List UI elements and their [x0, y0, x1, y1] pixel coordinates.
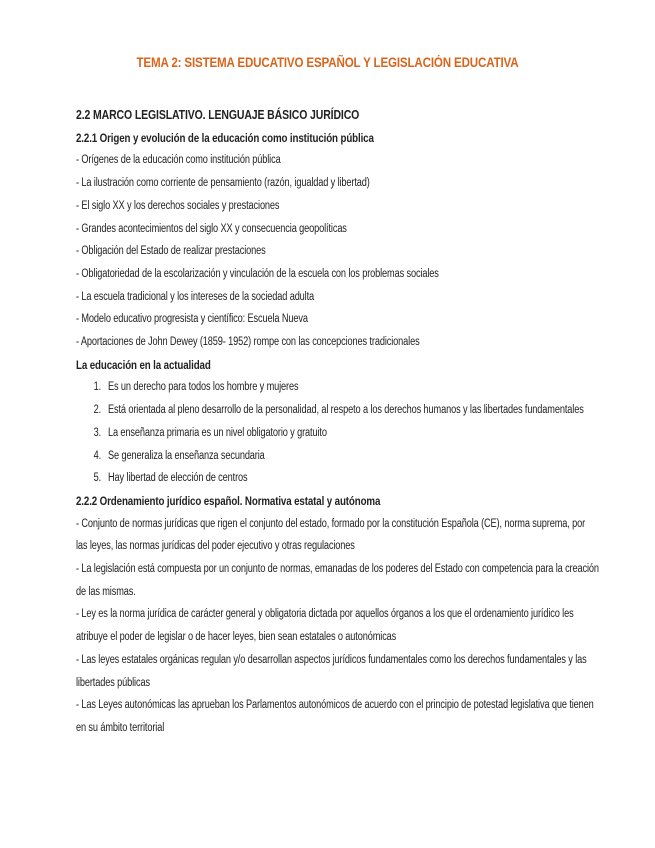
item-number: 4.: [93, 449, 102, 462]
item-text: Se generaliza la enseñanza secundaria: [108, 449, 265, 462]
item-number: 3.: [93, 426, 102, 439]
document-title: TEMA 2: SISTEMA EDUCATIVO ESPAÑOL Y LEGISLACIÓN EDUCATIVA: [136, 55, 519, 70]
paragraph-line: las leyes, las normas jurídicas del poder ejecutivo y otras regulaciones: [76, 540, 355, 553]
paragraph-line: - Ley es la norma jurídica de carácter general y obligatoria dictada por aquellos órganos a los que el ordenamiento jurídico les: [76, 608, 574, 621]
section-heading-2-2-1: 2.2.1 Origen y evolución de la educación como institución pública: [76, 130, 374, 145]
list-item: - Aportaciones de John Dewey (1859- 1952) rompe con las concepciones tradicionales: [76, 336, 420, 349]
section-heading-2-2-2: 2.2.2 Ordenamiento jurídico español. Normativa estatal y autónoma: [76, 493, 381, 508]
numbered-item: [76, 445, 556, 468]
paragraph-line: - Las Leyes autonómicas las aprueban los Parlamentos autonómicos de acuerdo con el principio de potestad legislativa que tienen: [76, 699, 594, 712]
item-text: La enseñanza primaria es un nivel obligatorio y gratuito: [108, 426, 327, 439]
paragraph-line: - Las leyes estatales orgánicas regulan y/o desarrollan aspectos jurídicos fundamentales como los derechos fundamentales y las: [76, 653, 587, 666]
list-item: - La ilustración como corriente de pensamiento (razón, igualdad y libertad): [76, 177, 370, 190]
item-text: Hay libertad de elección de centros: [108, 472, 248, 485]
section-heading-2-2: 2.2 MARCO LEGISLATIVO. LENGUAJE BÁSICO JURÍDICO: [76, 107, 360, 122]
list-item: - El siglo XX y los derechos sociales y prestaciones: [76, 199, 280, 212]
subheading-education-today: La educación en la actualidad: [76, 357, 211, 372]
list-item: - La escuela tradicional y los intereses de la sociedad adulta: [76, 290, 315, 303]
list-item: - Grandes acontecimientos del siglo XX y consecuencia geopolíticas: [76, 222, 347, 235]
numbered-item: [76, 422, 556, 445]
paragraph-line: atribuye el poder de legislar o de hacer leyes, bien sean estatales o autonómicas: [76, 631, 397, 644]
paragraph-line: - La legislación está compuesta por un conjunto de normas, emanadas de los poderes del Estado con competencia para la creación: [76, 563, 599, 576]
item-text: Es un derecho para todos los hombre y mujeres: [108, 381, 299, 394]
paragraph-line: en su ámbito territorial: [76, 721, 165, 734]
list-item: - Modelo educativo progresista y científico: Escuela Nueva: [76, 313, 308, 326]
numbered-item: [76, 467, 556, 490]
document-body: [76, 104, 655, 740]
list-item: - Orígenes de la educación como institución pública: [76, 154, 281, 167]
numbered-item: [76, 399, 584, 422]
list-item: - Obligación del Estado de realizar prestaciones: [76, 245, 266, 258]
numbered-item: [76, 376, 556, 399]
item-number: 2.: [93, 404, 102, 417]
paragraph-line: de las mismas.: [76, 585, 136, 598]
paragraph-line: - Conjunto de normas jurídicas que rigen el conjunto del estado, formado por la constitución Española (CE), norma suprema, por: [76, 517, 586, 530]
item-text: Está orientada al pleno desarrollo de la personalidad, al respeto a los derechos humanos y las libertades fundamentales: [108, 404, 584, 417]
paragraph-line: libertades públicas: [76, 676, 150, 689]
item-number: 1.: [93, 381, 102, 394]
item-number: 5.: [93, 472, 102, 485]
list-item: - Obligatoriedad de la escolarización y vinculación de la escuela con los problemas sociales: [76, 267, 439, 280]
